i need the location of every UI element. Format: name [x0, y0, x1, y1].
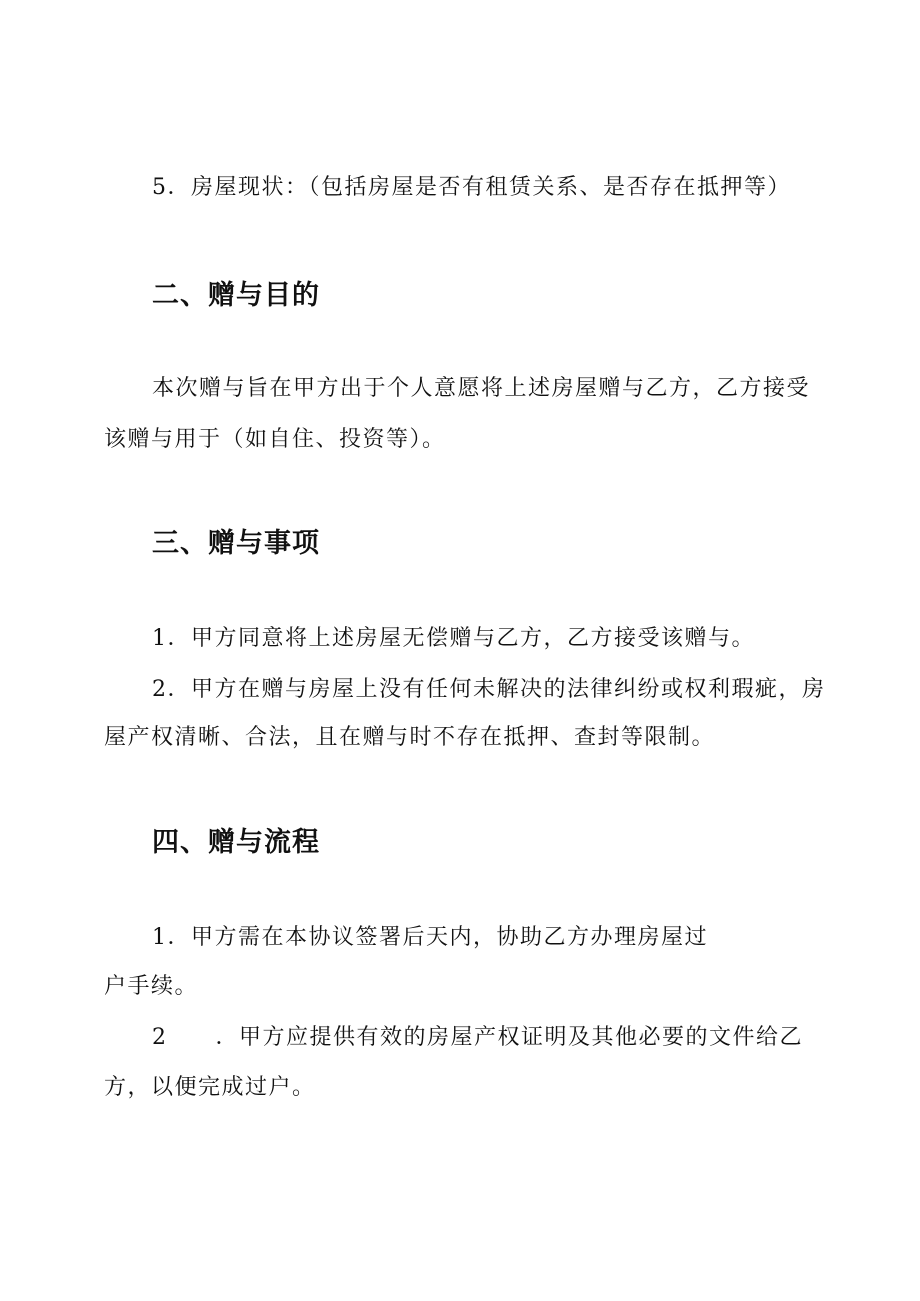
section-2-paragraph-line-2: 该赠与用于（如自住、投资等）。	[104, 427, 446, 452]
section-4-heading: 四、赠与流程	[152, 827, 320, 858]
section-3-item-1	[152, 624, 755, 654]
section-4-item-1-text-line-1: ．甲方需在本协议签署后天内，协助乙方办理房屋过	[167, 925, 709, 950]
section-4-item-1-line-1	[152, 923, 708, 953]
item-5-text: ．房屋现状：（包括房屋是否有租赁关系、是否存在抵押等）	[167, 175, 792, 200]
section-4-item-1-line-2: 户手续。	[104, 974, 199, 999]
section-2-heading: 二、赠与目的	[152, 280, 320, 311]
section-4-item-2-line-1	[152, 1023, 803, 1053]
section-4-item-2-text-line-1: ．甲方应提供有效的房屋产权证明及其他必要的文件给乙	[215, 1025, 804, 1050]
section-2-paragraph-line-1: 本次赠与旨在甲方出于个人意愿将上述房屋赠与乙方，乙方接受	[152, 376, 811, 401]
section-4-item-2-line-2: 方，以便完成过户。	[104, 1075, 316, 1100]
section-4-item-2-number: 2	[152, 1025, 168, 1050]
section-3-item-2-text-line-1: ．甲方在赠与房屋上没有任何未解决的法律纠纷或权利瑕疵，房	[167, 677, 826, 702]
section-4-item-1-number: 1	[152, 925, 168, 950]
section-3-item-1-text: ．甲方同意将上述房屋无偿赠与乙方，乙方接受该赠与。	[167, 626, 756, 651]
section-3-item-2-line-1	[152, 675, 826, 705]
section-3-heading: 三、赠与事项	[152, 528, 320, 559]
item-5-number: 5	[152, 175, 168, 200]
section-3-item-1-number: 1	[152, 626, 168, 651]
section-3-item-2-number: 2	[152, 677, 168, 702]
item-5-line	[152, 173, 791, 203]
section-3-item-2-line-2: 屋产权清晰、合法，且在赠与时不存在抵押、查封等限制。	[104, 725, 716, 750]
